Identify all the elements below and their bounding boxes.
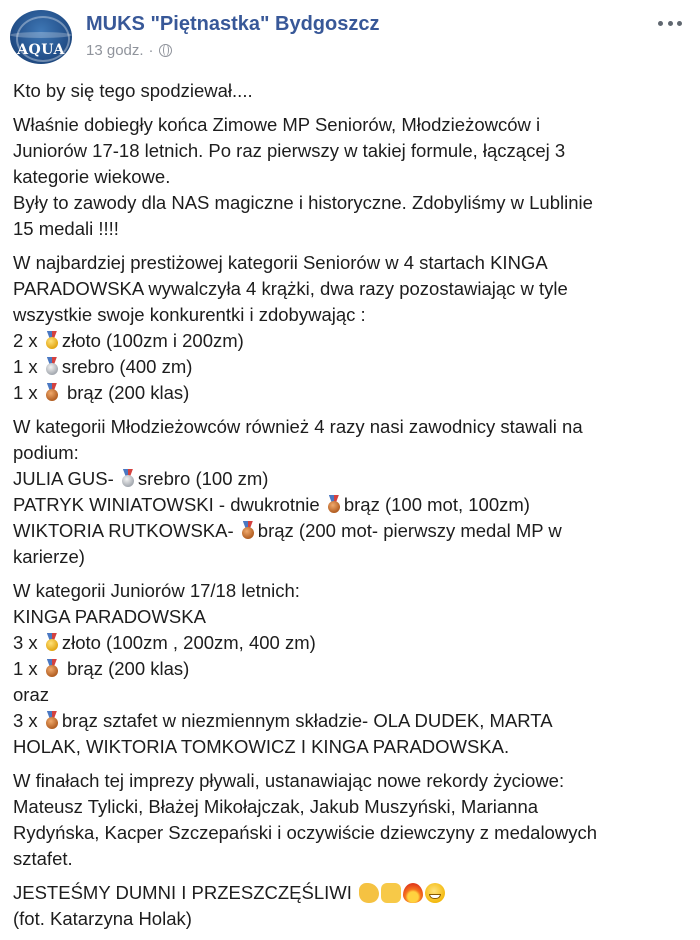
medal-line xyxy=(13,708,688,734)
text-line: podium: xyxy=(13,442,79,463)
post-timestamp[interactable]: 13 godz. xyxy=(86,42,144,59)
text-line: PARADOWSKA wywalczyła 4 krążki, dwa razy pozostawiając w tyle xyxy=(13,278,568,299)
medal-text: brąz sztafet w niezmiennym składzie- OLA DUDEK, MARTA xyxy=(61,710,553,731)
medal-line xyxy=(13,630,688,656)
paragraph-finals xyxy=(13,768,688,872)
paragraph-closing xyxy=(13,880,688,932)
athlete-name: JULIA GUS- xyxy=(13,468,114,489)
text-line: W finałach tej imprezy pływali, ustanawiając nowe rekordy życiowe: xyxy=(13,770,565,791)
text-line: oraz xyxy=(13,684,49,705)
text-line: W najbardziej prestiżowej kategorii Seniorów w 4 startach KINGA xyxy=(13,252,548,273)
avatar-logo-text: AQUA xyxy=(17,42,65,58)
more-icon-dot xyxy=(658,21,663,26)
page-avatar[interactable] xyxy=(10,10,72,64)
fire-icon xyxy=(403,883,423,903)
globe-icon[interactable] xyxy=(159,44,172,57)
post-header xyxy=(0,0,700,68)
gold-medal-icon xyxy=(45,633,59,652)
medal-count: 1 x xyxy=(13,658,38,679)
paragraph-youth xyxy=(13,414,688,570)
athlete-name: PATRYK WINIATOWSKI - dwukrotnie xyxy=(13,494,320,515)
meta-separator: · xyxy=(148,42,154,59)
medal-text: brąz (200 mot- pierwszy medal MP w xyxy=(257,520,562,541)
more-options-button[interactable] xyxy=(658,18,682,28)
thumbs-up-icon xyxy=(381,883,401,903)
page-name-link[interactable]: MUKS "Piętnastka" Bydgoszcz xyxy=(86,13,380,35)
grinning-face-icon xyxy=(425,883,445,903)
text-line: Mateusz Tylicki, Błażej Mikołajczak, Jakub Muszyński, Marianna xyxy=(13,796,539,817)
paragraph-intro xyxy=(13,78,688,104)
medal-line xyxy=(13,328,688,354)
text-line: Juniorów 17-18 letnich. Po raz pierwszy w takiej formule, łączącej 3 xyxy=(13,140,566,161)
closing-line xyxy=(13,880,688,906)
bronze-medal-icon xyxy=(45,711,59,730)
medal-count: 1 x xyxy=(13,382,38,403)
text-line: HOLAK, WIKTORIA TOMKOWICZ I KINGA PARADOWSKA. xyxy=(13,736,510,757)
medal-text: brąz (100 mot, 100zm) xyxy=(343,494,530,515)
silver-medal-icon xyxy=(121,469,135,488)
medal-line xyxy=(13,380,688,406)
photo-credit: (fot. Katarzyna Holak) xyxy=(13,908,192,929)
text-line: Właśnie dobiegły końca Zimowe MP Seniorów, Młodzieżowców i xyxy=(13,114,541,135)
medal-text: złoto (100zm i 200zm) xyxy=(61,330,244,351)
more-icon-dot xyxy=(668,21,673,26)
medal-count: 3 x xyxy=(13,632,38,653)
gold-medal-icon xyxy=(45,331,59,350)
silver-medal-icon xyxy=(45,357,59,376)
medal-text: srebro (100 zm) xyxy=(137,468,269,489)
paragraph-juniors xyxy=(13,578,688,760)
post-meta xyxy=(86,42,172,59)
bronze-medal-icon xyxy=(327,495,341,514)
bronze-medal-icon xyxy=(45,659,59,678)
medal-line xyxy=(13,492,688,518)
flexed-biceps-icon xyxy=(359,883,379,903)
athlete-name: WIKTORIA RUTKOWSKA- xyxy=(13,520,234,541)
bronze-medal-icon xyxy=(241,521,255,540)
bronze-medal-icon xyxy=(45,383,59,402)
medal-line xyxy=(13,354,688,380)
medal-count: 2 x xyxy=(13,330,38,351)
medal-line xyxy=(13,466,688,492)
text-line: W kategorii Juniorów 17/18 letnich: xyxy=(13,580,300,601)
paragraph-summary xyxy=(13,112,688,242)
text-line: Były to zawody dla NAS magiczne i historyczne. Zdobyliśmy w Lublinie xyxy=(13,192,593,213)
text-line: KINGA PARADOWSKA xyxy=(13,606,206,627)
avatar-wave xyxy=(10,32,72,38)
medal-line xyxy=(13,518,688,544)
text-line: sztafet. xyxy=(13,848,73,869)
medal-text: srebro (400 zm) xyxy=(61,356,193,377)
closing-text: JESTEŚMY DUMNI I PRZESZCZĘŚLIWI xyxy=(13,882,352,903)
text-line: 15 medali !!!! xyxy=(13,218,119,239)
text-line: kategorie wiekowe. xyxy=(13,166,171,187)
more-icon-dot xyxy=(677,21,682,26)
medal-text: brąz (200 klas) xyxy=(66,382,190,403)
medal-count: 3 x xyxy=(13,710,38,731)
medal-line xyxy=(13,656,688,682)
text-line: karierze) xyxy=(13,546,85,567)
paragraph-seniors xyxy=(13,250,688,406)
medal-text: złoto (100zm , 200zm, 400 zm) xyxy=(61,632,316,653)
text-line: W kategorii Młodzieżowców również 4 razy nasi zawodnicy stawali na xyxy=(13,416,583,437)
text-line: Rydyńska, Kacper Szczepański i oczywiście dziewczyny z medalowych xyxy=(13,822,597,843)
text-line: Kto by się tego spodziewał.... xyxy=(13,80,253,101)
post-text xyxy=(13,78,688,940)
medal-count: 1 x xyxy=(13,356,38,377)
medal-text: brąz (200 klas) xyxy=(66,658,190,679)
text-line: wszystkie swoje konkurentki i zdobywając : xyxy=(13,304,366,325)
